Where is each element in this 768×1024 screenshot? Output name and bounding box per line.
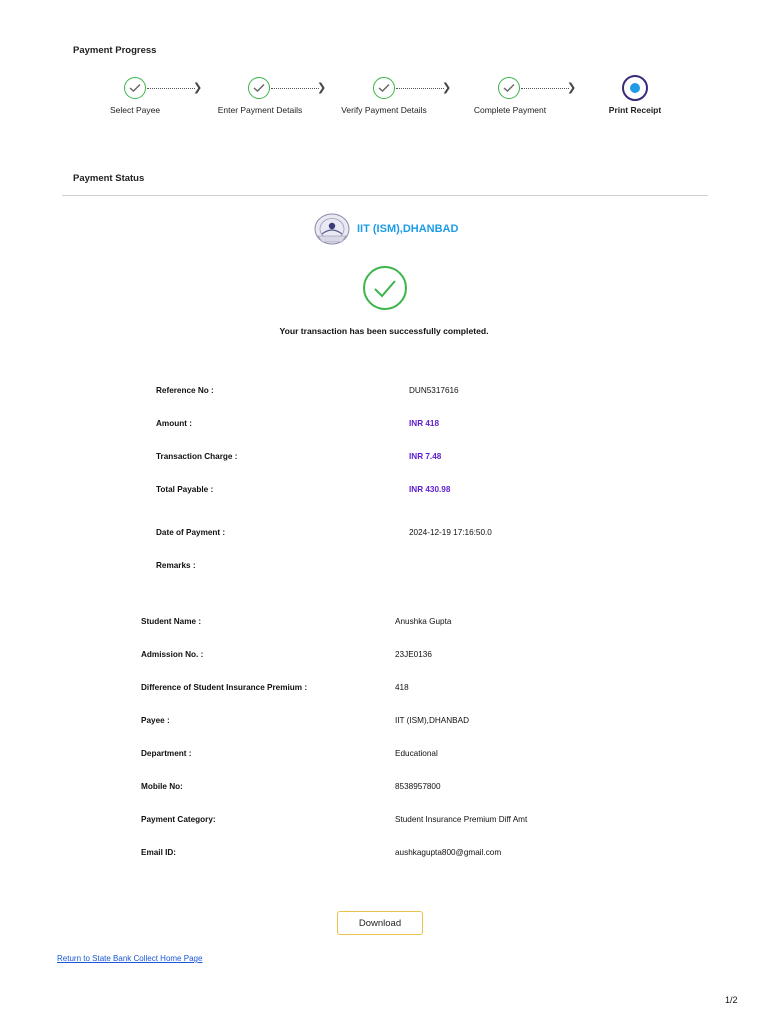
date-of-payment-value: 2024-12-19 17:16:50.0 [409, 528, 492, 537]
student-name-value: Anushka Gupta [395, 617, 452, 626]
chevron-right-icon: ❯ [193, 82, 203, 94]
divider [62, 195, 708, 196]
step-label-select-payee: Select Payee [109, 105, 161, 115]
success-check-icon [362, 265, 408, 311]
transaction-charge-label: Transaction Charge : [156, 452, 238, 461]
chevron-right-icon: ❯ [317, 82, 327, 94]
total-payable-label: Total Payable : [156, 485, 214, 494]
return-home-link[interactable]: Return to State Bank Collect Home Page [57, 954, 203, 963]
institution-logo [312, 212, 352, 246]
step-label-enter-details: Enter Payment Details [217, 105, 303, 115]
institution-name: IIT (ISM),DHANBAD [357, 223, 459, 235]
mobile-no-value: 8538957800 [395, 782, 441, 791]
admission-no-label: Admission No. : [141, 650, 204, 659]
payment-category-label: Payment Category: [141, 815, 216, 824]
download-button[interactable]: Download [337, 911, 423, 935]
department-label: Department : [141, 749, 192, 758]
email-id-label: Email ID: [141, 848, 177, 857]
progress-title: Payment Progress [73, 45, 157, 56]
transaction-charge-value: INR 7.48 [409, 452, 442, 461]
success-message: Your transaction has been successfully completed. [279, 326, 489, 336]
page-number: 1/2 [725, 995, 738, 1005]
email-id-value: aushkagupta800@gmail.com [395, 848, 502, 857]
admission-no-value: 23JE0136 [395, 650, 432, 659]
step-1-check-icon [124, 77, 146, 99]
payee-label: Payee : [141, 716, 170, 725]
payee-value: IIT (ISM),DHANBAD [395, 716, 469, 725]
step-5-current-icon [622, 75, 648, 101]
mobile-no-label: Mobile No: [141, 782, 183, 791]
premium-difference-label: Difference of Student Insurance Premium : [141, 683, 308, 692]
premium-difference-value: 418 [395, 683, 409, 692]
reference-label: Reference No : [156, 386, 214, 395]
chevron-right-icon: ❯ [442, 82, 452, 94]
reference-value: DUN5317616 [409, 386, 459, 395]
step-3-check-icon [373, 77, 395, 99]
total-payable-value: INR 430.98 [409, 485, 451, 494]
step-label-print-receipt: Print Receipt [608, 105, 662, 115]
step-label-complete-payment: Complete Payment [473, 105, 547, 115]
remarks-label: Remarks : [156, 561, 196, 570]
date-of-payment-label: Date of Payment : [156, 528, 226, 537]
step-4-check-icon [498, 77, 520, 99]
student-name-label: Student Name : [141, 617, 202, 626]
payment-category-value: Student Insurance Premium Diff Amt [395, 815, 528, 824]
step-2-check-icon [248, 77, 270, 99]
status-title: Payment Status [73, 173, 145, 184]
amount-value: INR 418 [409, 419, 440, 428]
step-label-verify-details: Verify Payment Details [341, 105, 427, 115]
chevron-right-icon: ❯ [567, 82, 577, 94]
department-value: Educational [395, 749, 438, 758]
amount-label: Amount : [156, 419, 192, 428]
